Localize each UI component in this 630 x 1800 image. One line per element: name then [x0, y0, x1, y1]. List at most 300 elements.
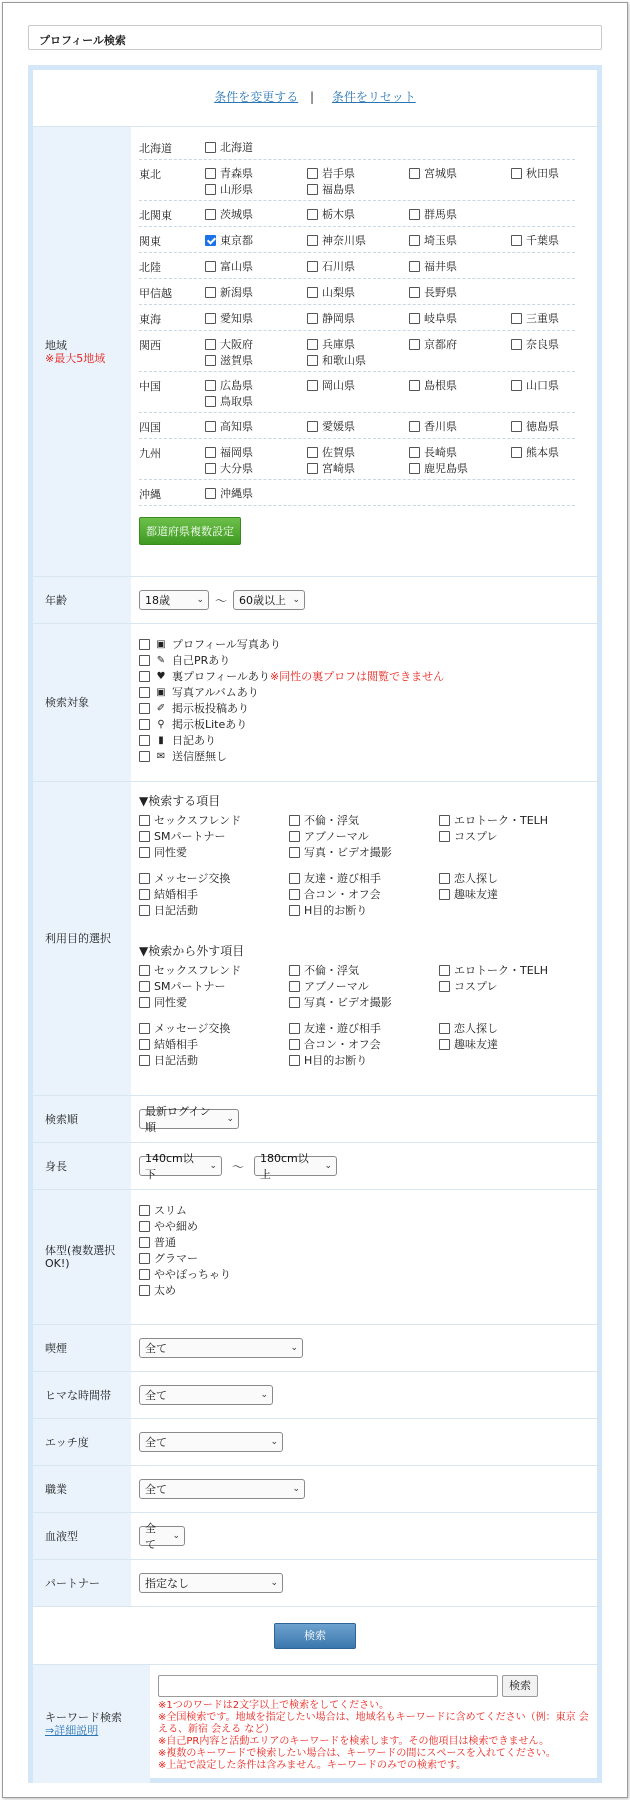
build-checkbox[interactable]: [139, 1237, 150, 1248]
region-group-name: 東北: [139, 168, 161, 181]
purpose-checkbox[interactable]: [439, 831, 450, 842]
purpose-option-label: 趣味友達: [454, 888, 498, 901]
target-option[interactable]: [139, 716, 589, 732]
prefecture-checkbox[interactable]: [409, 235, 420, 246]
prefecture-checkbox[interactable]: [205, 287, 216, 298]
build-option-label: ややぽっちゃり: [154, 1268, 231, 1281]
prefecture-checkbox[interactable]: [205, 339, 216, 350]
region-group: [139, 134, 575, 160]
purpose-option[interactable]: [289, 828, 439, 844]
purpose-option[interactable]: [289, 978, 439, 994]
region-max-note: ※最大5地域: [45, 351, 106, 365]
prefecture-label: 長崎県: [424, 446, 457, 459]
purpose-option[interactable]: [139, 962, 289, 978]
prefecture-label: 群馬県: [424, 208, 457, 221]
smoking-content: [131, 1325, 597, 1371]
search-button[interactable]: 検索: [274, 1623, 356, 1649]
purpose-checkbox[interactable]: [289, 831, 300, 842]
region-group: [139, 305, 575, 331]
target-option[interactable]: [139, 684, 589, 700]
purpose-checkbox[interactable]: [289, 1023, 300, 1034]
prefecture-checkbox[interactable]: [409, 313, 420, 324]
sexy-content: [131, 1419, 597, 1465]
purpose-option-label: エロトーク・TELH: [454, 814, 549, 827]
purpose-checkbox[interactable]: [139, 1023, 150, 1034]
build-option-label: グラマー: [154, 1252, 198, 1265]
chevron-down-icon: ⌄: [260, 1390, 268, 1400]
purpose-exclude-group-1: [139, 962, 589, 1010]
change-conditions-link[interactable]: 条件を変更する: [214, 90, 299, 104]
build-option-label: 太め: [154, 1284, 176, 1297]
purpose-checkbox[interactable]: [139, 997, 150, 1008]
prefecture-checkbox[interactable]: [205, 488, 216, 499]
prefecture-label: 富山県: [220, 260, 253, 273]
prefecture-checkbox[interactable]: [511, 235, 522, 246]
prefecture-option[interactable]: [307, 206, 409, 222]
heart-icon: ♥: [156, 670, 166, 682]
purpose-option-label: コスプレ: [454, 980, 498, 993]
height-content: [131, 1143, 597, 1189]
target-label: 検索対象: [33, 624, 131, 781]
blood-select[interactable]: [139, 1522, 185, 1551]
prefecture-checkbox[interactable]: [409, 463, 420, 474]
target-option[interactable]: [139, 652, 589, 668]
purpose-checkbox[interactable]: [439, 815, 450, 826]
height-row: [33, 1143, 597, 1190]
prefecture-checkbox[interactable]: [205, 355, 216, 366]
prefecture-label: 茨城県: [220, 208, 253, 221]
prefecture-label: 徳島県: [526, 420, 559, 433]
chevron-down-icon: ⌄: [292, 595, 301, 605]
prefecture-option[interactable]: [511, 232, 571, 248]
prefecture-checkbox[interactable]: [307, 261, 318, 272]
prefecture-label: 和歌山県: [322, 354, 366, 367]
prefecture-checkbox[interactable]: [409, 168, 420, 179]
prefecture-checkbox[interactable]: [307, 421, 318, 432]
build-option[interactable]: [139, 1234, 589, 1250]
prefecture-option[interactable]: [205, 485, 307, 501]
purpose-option[interactable]: [139, 1036, 289, 1052]
purpose-checkbox[interactable]: [139, 831, 150, 842]
build-option-label: スリム: [154, 1204, 187, 1217]
build-checkbox[interactable]: [139, 1205, 150, 1216]
purpose-option[interactable]: [139, 886, 289, 902]
purpose-option[interactable]: [439, 962, 589, 978]
purpose-option[interactable]: [439, 886, 589, 902]
purpose-option[interactable]: [289, 962, 439, 978]
target-checkbox[interactable]: [139, 687, 150, 698]
purpose-option-label: 友達・遊び相手: [304, 1022, 381, 1035]
prefecture-option[interactable]: [205, 310, 307, 326]
prefecture-checkbox[interactable]: [307, 184, 318, 195]
prefecture-checkbox[interactable]: [205, 396, 216, 407]
reset-conditions-link[interactable]: 条件をリセット: [331, 90, 416, 104]
prefecture-option[interactable]: [307, 165, 409, 181]
prefecture-checkbox[interactable]: [511, 447, 522, 458]
job-label: 職業: [33, 1466, 131, 1512]
target-option[interactable]: [139, 748, 589, 764]
prefecture-checkbox[interactable]: [409, 380, 420, 391]
keyword-detail-link[interactable]: ⇒詳細説明: [45, 1724, 99, 1737]
purpose-checkbox[interactable]: [289, 981, 300, 992]
free_time-select[interactable]: [139, 1385, 273, 1405]
prefecture-checkbox[interactable]: [511, 168, 522, 179]
prefecture-checkbox[interactable]: [307, 355, 318, 366]
build-option[interactable]: [139, 1218, 589, 1234]
purpose-option-label: アブノーマル: [304, 830, 369, 843]
purpose-option[interactable]: [289, 1052, 439, 1068]
region-row: [33, 127, 597, 577]
prefecture-option[interactable]: [205, 165, 307, 181]
prefecture-checkbox[interactable]: [205, 421, 216, 432]
sexy-select[interactable]: [139, 1432, 283, 1452]
purpose-checkbox[interactable]: [439, 873, 450, 884]
purpose-checkbox[interactable]: [439, 965, 450, 976]
prefecture-checkbox[interactable]: [511, 421, 522, 432]
keyword-search-button[interactable]: 検索: [502, 1675, 538, 1697]
purpose-option-label: SMパートナー: [154, 830, 226, 843]
prefecture-option[interactable]: [409, 165, 511, 181]
prefecture-option[interactable]: [205, 284, 307, 300]
prefecture-option[interactable]: [511, 310, 571, 326]
prefecture-checkbox[interactable]: [511, 339, 522, 350]
blood-content: [131, 1513, 597, 1559]
purpose-checkbox[interactable]: [139, 815, 150, 826]
multi-prefecture-button[interactable]: 都道府県複数設定: [139, 517, 241, 545]
prefecture-option[interactable]: [511, 444, 571, 460]
partner-value: 指定なし: [145, 1577, 189, 1590]
build-option[interactable]: [139, 1250, 589, 1266]
purpose-option-label: 写真・ビデオ撮影: [304, 846, 392, 859]
purpose-option[interactable]: [289, 870, 439, 886]
prefecture-checkbox[interactable]: [205, 168, 216, 179]
region-list: [139, 134, 593, 506]
prefecture-option[interactable]: [205, 258, 307, 274]
purpose-checkbox[interactable]: [289, 997, 300, 1008]
prefecture-option[interactable]: [307, 352, 409, 368]
target-checkbox[interactable]: [139, 671, 150, 682]
prefecture-checkbox[interactable]: [409, 261, 420, 272]
purpose-checkbox[interactable]: [439, 1039, 450, 1050]
purpose-checkbox[interactable]: [289, 965, 300, 976]
purpose-exclude-group-2: [139, 1020, 589, 1068]
keyword-label: キーワード検索: [45, 1711, 122, 1724]
purpose-checkbox[interactable]: [289, 815, 300, 826]
purpose-checkbox[interactable]: [289, 889, 300, 900]
purpose-option-label: 同性愛: [154, 996, 187, 1009]
order-select[interactable]: [139, 1105, 239, 1134]
purpose-option[interactable]: [139, 994, 289, 1010]
prefecture-checkbox[interactable]: [409, 447, 420, 458]
purpose-option-label: アブノーマル: [304, 980, 369, 993]
prefecture-option[interactable]: [205, 418, 307, 434]
prefecture-option[interactable]: [205, 181, 307, 197]
build-checkbox[interactable]: [139, 1253, 150, 1264]
prefecture-checkbox[interactable]: [307, 339, 318, 350]
prefecture-option[interactable]: [409, 460, 511, 476]
prefecture-option[interactable]: [409, 336, 511, 352]
purpose-option[interactable]: [139, 844, 289, 860]
prefecture-list: [205, 206, 575, 223]
prefecture-option[interactable]: [511, 336, 571, 352]
purpose-checkbox[interactable]: [139, 981, 150, 992]
purpose-option[interactable]: [439, 1020, 589, 1036]
height-from-select[interactable]: [139, 1152, 222, 1181]
smoking-label: 喫煙: [33, 1325, 131, 1371]
prefecture-option[interactable]: [205, 336, 307, 352]
region-label-cell: [33, 127, 131, 576]
purpose-option[interactable]: [439, 812, 589, 828]
keyword-label-cell: [33, 1665, 150, 1783]
target-checkbox[interactable]: [139, 751, 150, 762]
purpose-checkbox[interactable]: [439, 889, 450, 900]
purpose-checkbox[interactable]: [139, 889, 150, 900]
age-to-select[interactable]: [233, 590, 305, 610]
job-select[interactable]: [139, 1479, 305, 1499]
target-option-label: 写真アルバムあり: [172, 686, 259, 699]
build-row: [33, 1190, 597, 1325]
age-from-select[interactable]: [139, 590, 209, 610]
purpose-option[interactable]: [289, 1036, 439, 1052]
prefecture-option[interactable]: [307, 232, 409, 248]
purpose-option[interactable]: [439, 1036, 589, 1052]
prefecture-label: 宮城県: [424, 167, 457, 180]
build-option[interactable]: [139, 1282, 589, 1298]
prefecture-checkbox[interactable]: [205, 142, 216, 153]
prefecture-option[interactable]: [205, 206, 307, 222]
prefecture-checkbox[interactable]: [307, 235, 318, 246]
prefecture-label: 鹿児島県: [424, 462, 468, 475]
prefecture-option[interactable]: [205, 460, 307, 476]
build-checkbox[interactable]: [139, 1269, 150, 1280]
chevron-down-icon: ⌄: [196, 595, 204, 605]
target-checkbox[interactable]: [139, 655, 150, 666]
prefecture-checkbox[interactable]: [409, 209, 420, 220]
purpose-option[interactable]: [139, 828, 289, 844]
build-option[interactable]: [139, 1266, 589, 1282]
region-group-name: 関西: [139, 339, 161, 352]
prefecture-option[interactable]: [205, 232, 307, 248]
purpose-option[interactable]: [139, 812, 289, 828]
book-icon: ▮: [158, 734, 164, 746]
prefecture-option[interactable]: [205, 393, 307, 409]
prefecture-option[interactable]: [409, 258, 511, 274]
purpose-option[interactable]: [289, 844, 439, 860]
purpose-option-label: H目的お断り: [304, 1054, 368, 1067]
prefecture-option[interactable]: [511, 165, 571, 181]
purpose-option[interactable]: [439, 978, 589, 994]
region-group: [139, 372, 575, 413]
prefecture-option[interactable]: [511, 418, 571, 434]
purpose-checkbox[interactable]: [439, 1023, 450, 1034]
prefecture-checkbox[interactable]: [511, 380, 522, 391]
target-checkbox[interactable]: [139, 639, 150, 650]
region-group-name: 甲信越: [139, 287, 172, 300]
prefecture-option[interactable]: [307, 418, 409, 434]
prefecture-label: 栃木県: [322, 208, 355, 221]
prefecture-option[interactable]: [307, 310, 409, 326]
prefecture-checkbox[interactable]: [307, 380, 318, 391]
prefecture-label: 東京都: [220, 234, 253, 247]
prefecture-list: [205, 232, 575, 249]
target-option-label: 裏プロフィールあり: [172, 670, 270, 683]
region-group: [139, 331, 575, 372]
keyword-note: ※全国検索です。地域を指定したい場合は、地域名もキーワードに含めてください（例：東京 会える、新宿 会える など）: [158, 1712, 589, 1735]
target-option-label: 送信歴無し: [172, 750, 227, 763]
region-content: [131, 127, 601, 576]
purpose-option-label: 恋人探し: [454, 1022, 498, 1035]
prefecture-option[interactable]: [307, 444, 409, 460]
purpose-checkbox[interactable]: [289, 1039, 300, 1050]
prefecture-option[interactable]: [511, 377, 571, 393]
prefecture-checkbox[interactable]: [205, 463, 216, 474]
prefecture-option[interactable]: [409, 232, 511, 248]
target-option[interactable]: [139, 636, 589, 652]
sexy-row: [33, 1419, 597, 1466]
prefecture-checkbox[interactable]: [511, 313, 522, 324]
height-to-select[interactable]: [254, 1152, 337, 1181]
target-option-label: 掲示板投稿あり: [172, 702, 249, 715]
purpose-option[interactable]: [289, 812, 439, 828]
purpose-option[interactable]: [139, 978, 289, 994]
purpose-checkbox[interactable]: [289, 905, 300, 916]
prefecture-checkbox[interactable]: [205, 209, 216, 220]
select-rows: [33, 1325, 597, 1607]
prefecture-checkbox[interactable]: [205, 447, 216, 458]
prefecture-checkbox[interactable]: [205, 380, 216, 391]
purpose-checkbox[interactable]: [139, 905, 150, 916]
build-option[interactable]: [139, 1202, 589, 1218]
prefecture-option[interactable]: [409, 284, 511, 300]
purpose-option[interactable]: [289, 902, 439, 918]
smoking-select[interactable]: [139, 1338, 303, 1358]
prefecture-option[interactable]: [307, 377, 409, 393]
pencil-icon: ✎: [156, 654, 166, 666]
purpose-option[interactable]: [139, 1052, 289, 1068]
purpose-checkbox[interactable]: [289, 1055, 300, 1066]
region-group-name: 北関東: [139, 209, 172, 222]
age-label: 年齢: [33, 577, 131, 623]
age-to-value: 60歳以上: [239, 594, 287, 607]
prefecture-option[interactable]: [409, 377, 511, 393]
prefecture-option[interactable]: [205, 139, 307, 155]
target-checkbox[interactable]: [139, 735, 150, 746]
chevron-down-icon: ⌄: [290, 1343, 298, 1353]
target-option[interactable]: [139, 700, 589, 716]
prefecture-label: 島根県: [424, 379, 457, 392]
purpose-checkbox[interactable]: [139, 1039, 150, 1050]
prefecture-checkbox[interactable]: [409, 339, 420, 350]
prefecture-checkbox[interactable]: [205, 261, 216, 272]
prefecture-label: 埼玉県: [424, 234, 457, 247]
purpose-option[interactable]: [139, 870, 289, 886]
purpose-checkbox[interactable]: [139, 965, 150, 976]
prefecture-option[interactable]: [409, 310, 511, 326]
target-checkbox[interactable]: [139, 703, 150, 714]
blood-label: 血液型: [33, 1513, 131, 1559]
prefecture-checkbox[interactable]: [307, 463, 318, 474]
prefecture-option[interactable]: [409, 206, 511, 222]
purpose-option[interactable]: [289, 1020, 439, 1036]
prefecture-label: 三重県: [526, 312, 559, 325]
prefecture-label: 大分県: [220, 462, 253, 475]
prefecture-checkbox[interactable]: [307, 313, 318, 324]
purpose-option[interactable]: [439, 828, 589, 844]
prefecture-checkbox[interactable]: [409, 421, 420, 432]
purpose-checkbox[interactable]: [139, 873, 150, 884]
keyword-content: [150, 1665, 597, 1783]
purpose-option[interactable]: [289, 994, 439, 1010]
region-group-name: 九州: [139, 447, 161, 460]
region-group-name: 関東: [139, 235, 161, 248]
build-checkbox[interactable]: [139, 1221, 150, 1232]
purpose-checkbox[interactable]: [139, 847, 150, 858]
chevron-down-icon: ⌄: [292, 1484, 300, 1494]
purpose-checkbox[interactable]: [289, 873, 300, 884]
target-option-label: 掲示板Liteあり: [172, 718, 248, 731]
prefecture-checkbox[interactable]: [307, 447, 318, 458]
region-label: 地域: [45, 338, 67, 352]
target-checkbox[interactable]: [139, 719, 150, 730]
target-option[interactable]: [139, 732, 589, 748]
purpose-exclude-heading: ▼検索から外す項目: [139, 944, 245, 958]
build-checkbox[interactable]: [139, 1285, 150, 1296]
prefecture-option[interactable]: [205, 377, 307, 393]
partner-select[interactable]: [139, 1573, 283, 1593]
purpose-option[interactable]: [139, 902, 289, 918]
prefecture-option[interactable]: [409, 418, 511, 434]
prefecture-label: 沖縄県: [220, 487, 253, 500]
prefecture-checkbox[interactable]: [409, 287, 420, 298]
purpose-content: [131, 782, 597, 1095]
purpose-checkbox[interactable]: [289, 847, 300, 858]
prefecture-checkbox[interactable]: [307, 168, 318, 179]
purpose-checkbox[interactable]: [439, 981, 450, 992]
keyword-note: ※複数のキーワードで検索したい場合は、キーワードの間にスペースを入れてください。: [158, 1748, 556, 1759]
purpose-option[interactable]: [439, 870, 589, 886]
prefecture-checkbox[interactable]: [205, 184, 216, 195]
purpose-checkbox[interactable]: [139, 1055, 150, 1066]
purpose-option-label: 趣味友達: [454, 1038, 498, 1051]
target-option[interactable]: [139, 668, 589, 684]
prefecture-checkbox[interactable]: [307, 287, 318, 298]
photo-icon: ▣: [156, 638, 166, 650]
purpose-option[interactable]: [139, 1020, 289, 1036]
purpose-option[interactable]: [289, 886, 439, 902]
prefecture-label: 石川県: [322, 260, 355, 273]
prefecture-option[interactable]: [307, 181, 409, 197]
prefecture-option[interactable]: [307, 460, 409, 476]
purpose-option-label: 合コン・オフ会: [304, 1038, 381, 1051]
partner-label: パートナー: [33, 1560, 131, 1606]
prefecture-label: 山口県: [526, 379, 559, 392]
chevron-down-icon: ⌄: [172, 1531, 180, 1541]
prefecture-checkbox[interactable]: [307, 209, 318, 220]
prefecture-option[interactable]: [409, 444, 511, 460]
blood-value: 全て: [145, 1522, 156, 1551]
prefecture-option[interactable]: [205, 444, 307, 460]
prefecture-option[interactable]: [307, 258, 409, 274]
prefecture-option[interactable]: [307, 284, 409, 300]
prefecture-option[interactable]: [205, 352, 307, 368]
keyword-input[interactable]: [158, 1675, 498, 1697]
prefecture-checkbox[interactable]: [205, 313, 216, 324]
build-list: [131, 1190, 597, 1324]
chevron-down-icon: ⌄: [324, 1161, 333, 1171]
prefecture-option[interactable]: [307, 336, 409, 352]
order-content: [131, 1096, 597, 1142]
prefecture-checkbox[interactable]: [205, 235, 216, 246]
